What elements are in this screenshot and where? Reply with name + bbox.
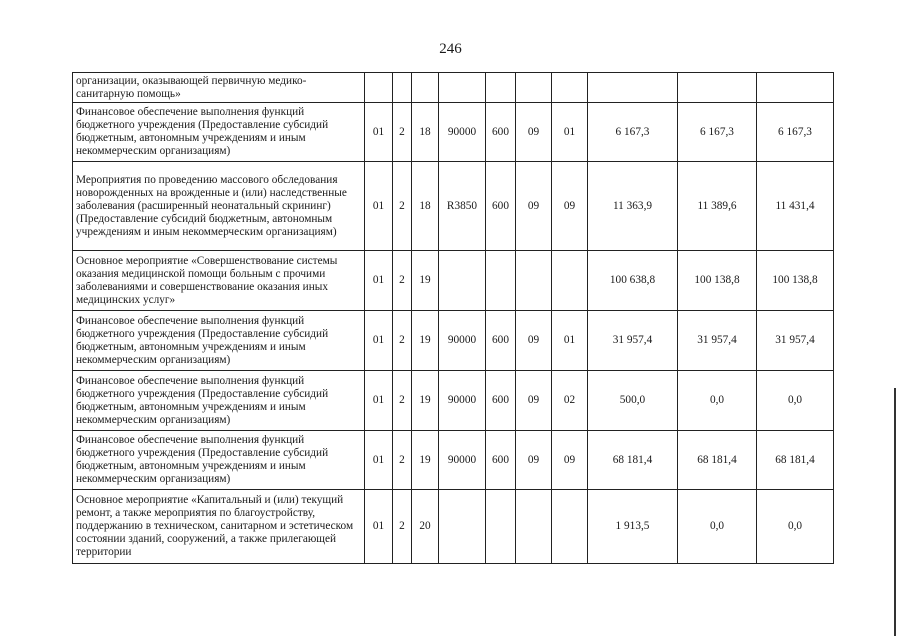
code-direction: 90000 <box>439 311 486 371</box>
code-subprogram <box>393 73 412 103</box>
code-main-activity: 19 <box>412 431 439 490</box>
amount-year-2: 31 957,4 <box>678 311 757 371</box>
amount-year-2: 6 167,3 <box>678 103 757 162</box>
row-description: Финансовое обеспечение выполнения функций бюджетного учреждения (Предоставление субсидий бюджетным, автономным учреждениям и иным некоммерческим организациям) <box>73 431 365 490</box>
code-section: 09 <box>516 431 552 490</box>
code-program: 01 <box>365 371 393 431</box>
code-expense-type <box>486 73 516 103</box>
code-program: 01 <box>365 311 393 371</box>
amount-year-2: 0,0 <box>678 490 757 564</box>
code-main-activity: 19 <box>412 371 439 431</box>
code-subsection: 01 <box>552 311 588 371</box>
code-subprogram: 2 <box>393 431 412 490</box>
code-expense-type <box>486 251 516 311</box>
code-section: 09 <box>516 311 552 371</box>
table-row <box>73 490 834 564</box>
code-subprogram: 2 <box>393 371 412 431</box>
code-subprogram: 2 <box>393 490 412 564</box>
amount-year-1: 6 167,3 <box>588 103 678 162</box>
code-main-activity: 20 <box>412 490 439 564</box>
code-main-activity: 19 <box>412 251 439 311</box>
amount-year-3: 0,0 <box>757 490 834 564</box>
table-row <box>73 251 834 311</box>
amount-year-1: 11 363,9 <box>588 162 678 251</box>
budget-table <box>72 72 834 564</box>
amount-year-3: 6 167,3 <box>757 103 834 162</box>
amount-year-1: 68 181,4 <box>588 431 678 490</box>
code-subsection: 09 <box>552 431 588 490</box>
table-row <box>73 371 834 431</box>
code-direction <box>439 490 486 564</box>
code-subsection: 09 <box>552 162 588 251</box>
code-subprogram: 2 <box>393 103 412 162</box>
amount-year-1: 1 913,5 <box>588 490 678 564</box>
amount-year-1: 31 957,4 <box>588 311 678 371</box>
code-direction <box>439 251 486 311</box>
amount-year-3: 0,0 <box>757 371 834 431</box>
row-description: организации, оказывающей первичную медико-санитарную помощь» <box>73 73 365 103</box>
code-main-activity <box>412 73 439 103</box>
amount-year-2: 11 389,6 <box>678 162 757 251</box>
amount-year-2 <box>678 73 757 103</box>
scan-edge-line <box>894 388 896 636</box>
table-row <box>73 431 834 490</box>
code-section <box>516 73 552 103</box>
row-description: Финансовое обеспечение выполнения функций бюджетного учреждения (Предоставление субсидий бюджетным, автономным учреждениям и иным некоммерческим организациям) <box>73 371 365 431</box>
amount-year-3: 100 138,8 <box>757 251 834 311</box>
table-row <box>73 162 834 251</box>
row-description: Мероприятия по проведению массового обследования новорожденных на врожденные и (или) наследственные заболевания (расширенный неонатальный скрининг) (Предоставление субсидий бюджетным, автономным учреждениям и иным некоммерческим организациям) <box>73 162 365 251</box>
code-subsection: 01 <box>552 103 588 162</box>
code-subsection <box>552 251 588 311</box>
table-row <box>73 311 834 371</box>
code-subprogram: 2 <box>393 311 412 371</box>
amount-year-1: 100 638,8 <box>588 251 678 311</box>
code-section: 09 <box>516 103 552 162</box>
code-section <box>516 490 552 564</box>
amount-year-3 <box>757 73 834 103</box>
code-expense-type: 600 <box>486 103 516 162</box>
code-main-activity: 18 <box>412 162 439 251</box>
code-subsection: 02 <box>552 371 588 431</box>
code-expense-type: 600 <box>486 371 516 431</box>
code-program: 01 <box>365 162 393 251</box>
code-direction: 90000 <box>439 103 486 162</box>
code-subprogram: 2 <box>393 162 412 251</box>
code-subsection <box>552 490 588 564</box>
code-direction: 90000 <box>439 431 486 490</box>
table-row <box>73 73 834 103</box>
code-section <box>516 251 552 311</box>
amount-year-2: 68 181,4 <box>678 431 757 490</box>
code-direction: 90000 <box>439 371 486 431</box>
row-description: Основное мероприятие «Совершенствование системы оказания медицинской помощи больным с прочими заболеваниями и совершенствование оказания иных медицинских услуг» <box>73 251 365 311</box>
amount-year-2: 0,0 <box>678 371 757 431</box>
table-row <box>73 103 834 162</box>
code-expense-type: 600 <box>486 311 516 371</box>
code-direction <box>439 73 486 103</box>
code-subprogram: 2 <box>393 251 412 311</box>
code-direction: R3850 <box>439 162 486 251</box>
amount-year-2: 100 138,8 <box>678 251 757 311</box>
code-expense-type: 600 <box>486 162 516 251</box>
code-section: 09 <box>516 162 552 251</box>
row-description: Финансовое обеспечение выполнения функций бюджетного учреждения (Предоставление субсидий бюджетным, автономным учреждениям и иным некоммерческим организациям) <box>73 103 365 162</box>
row-description: Финансовое обеспечение выполнения функций бюджетного учреждения (Предоставление субсидий бюджетным, автономным учреждениям и иным некоммерческим организациям) <box>73 311 365 371</box>
code-program <box>365 73 393 103</box>
code-program: 01 <box>365 251 393 311</box>
code-expense-type: 600 <box>486 431 516 490</box>
code-program: 01 <box>365 490 393 564</box>
code-main-activity: 19 <box>412 311 439 371</box>
code-expense-type <box>486 490 516 564</box>
amount-year-3: 11 431,4 <box>757 162 834 251</box>
code-section: 09 <box>516 371 552 431</box>
code-subsection <box>552 73 588 103</box>
amount-year-3: 31 957,4 <box>757 311 834 371</box>
code-program: 01 <box>365 431 393 490</box>
code-main-activity: 18 <box>412 103 439 162</box>
amount-year-1: 500,0 <box>588 371 678 431</box>
amount-year-1 <box>588 73 678 103</box>
amount-year-3: 68 181,4 <box>757 431 834 490</box>
page-number: 246 <box>439 41 462 57</box>
row-description: Основное мероприятие «Капитальный и (или) текущий ремонт, а также мероприятия по благоустройству, поддержанию в техническом, санитарном и эстетическом состоянии зданий, сооружений, а также прилегающей территории <box>73 490 365 564</box>
code-program: 01 <box>365 103 393 162</box>
